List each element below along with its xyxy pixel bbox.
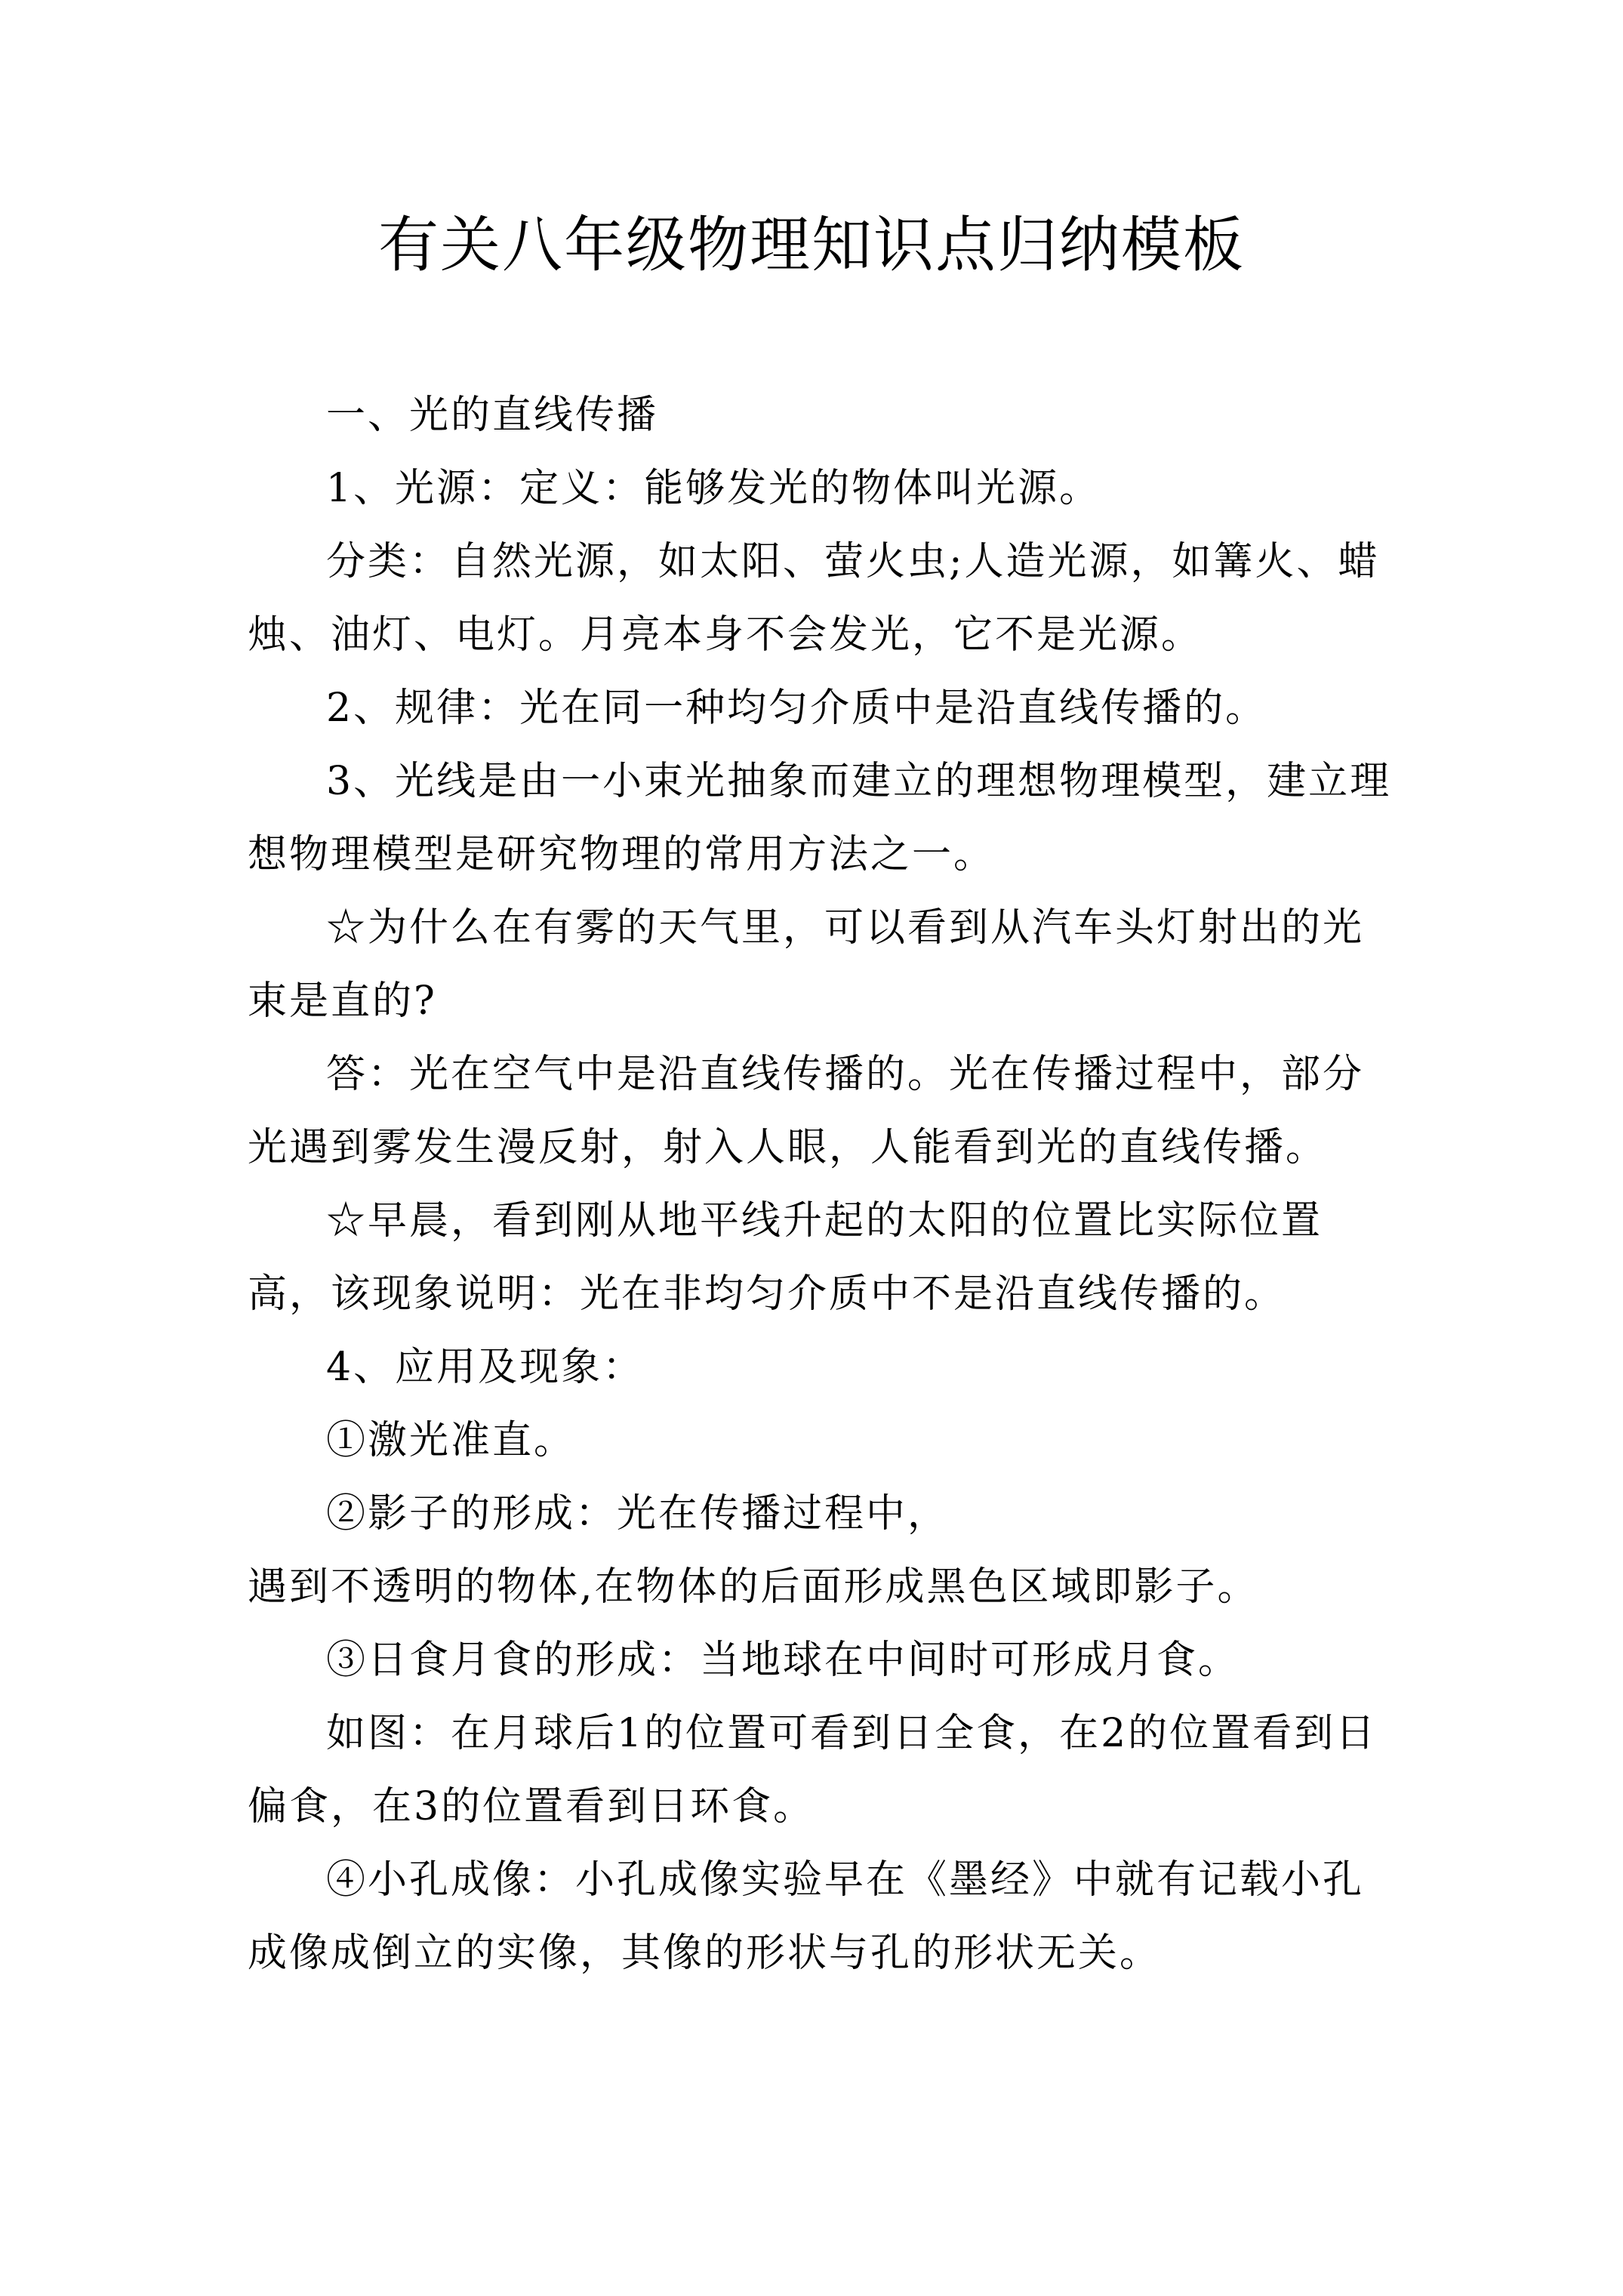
paragraph-laser-alignment: ①激光准直。 bbox=[326, 1418, 576, 1463]
paragraph-question-fog-headlight: ☆为什么在有雾的天气里，可以看到从汽车头灯射出的光束是直的? bbox=[248, 905, 1365, 1024]
paragraph-eclipse-formation: ③日食月食的形成：当地球在中间时可形成月食。 bbox=[326, 1638, 1240, 1683]
paragraph-applications-heading: 4、应用及现象： bbox=[326, 1345, 645, 1390]
section-heading-light-propagation: 一、光的直线传播 bbox=[326, 393, 659, 438]
document-body bbox=[248, 379, 1403, 1990]
document-title: 有关八年级物理知识点归纳模板 bbox=[378, 210, 1245, 280]
paragraph-eclipse-figure-note: 如图：在月球后1的位置可看到日全食，在2的位置看到日偏食，在3的位置看到日环食。 bbox=[248, 1711, 1378, 1829]
paragraph-morning-sun: ☆早晨，看到刚从地平线升起的太阳的位置比实际位置高，该现象说明：光在非均匀介质中不是沿直线传播的。 bbox=[248, 1198, 1323, 1317]
paragraph-propagation-law: 2、规律：光在同一种均匀介质中是沿直线传播的。 bbox=[326, 686, 1267, 731]
paragraph-light-ray-model: 3、光线是由一小束光抽象而建立的理想物理模型，建立理想物理模型是研究物理的常用方法之一。 bbox=[248, 759, 1392, 877]
paragraph-answer-fog-headlight: 答：光在空气中是沿直线传播的。光在传播过程中，部分光遇到雾发生漫反射，射入人眼，人能看到光的直线传播。 bbox=[248, 1052, 1365, 1170]
paragraph-shadow-formation: ②影子的形成：光在传播过程中， bbox=[326, 1491, 950, 1536]
paragraph-light-source-definition: 1、光源：定义：能够发光的物体叫光源。 bbox=[326, 466, 1101, 511]
paragraph-shadow-formation-continued: 遇到不透明的物体,在物体的后面形成黑色区域即影子。 bbox=[248, 1564, 1259, 1610]
paragraph-pinhole-imaging: ④小孔成像：小孔成像实验早在《墨经》中就有记载小孔成像成倒立的实像，其像的形状与孔的形状无关。 bbox=[248, 1857, 1365, 1976]
paragraph-light-source-classification: 分类：自然光源，如太阳、萤火虫;人造光源，如篝火、蜡烛、油灯、电灯。月亮本身不会发光，它不是光源。 bbox=[248, 539, 1380, 658]
